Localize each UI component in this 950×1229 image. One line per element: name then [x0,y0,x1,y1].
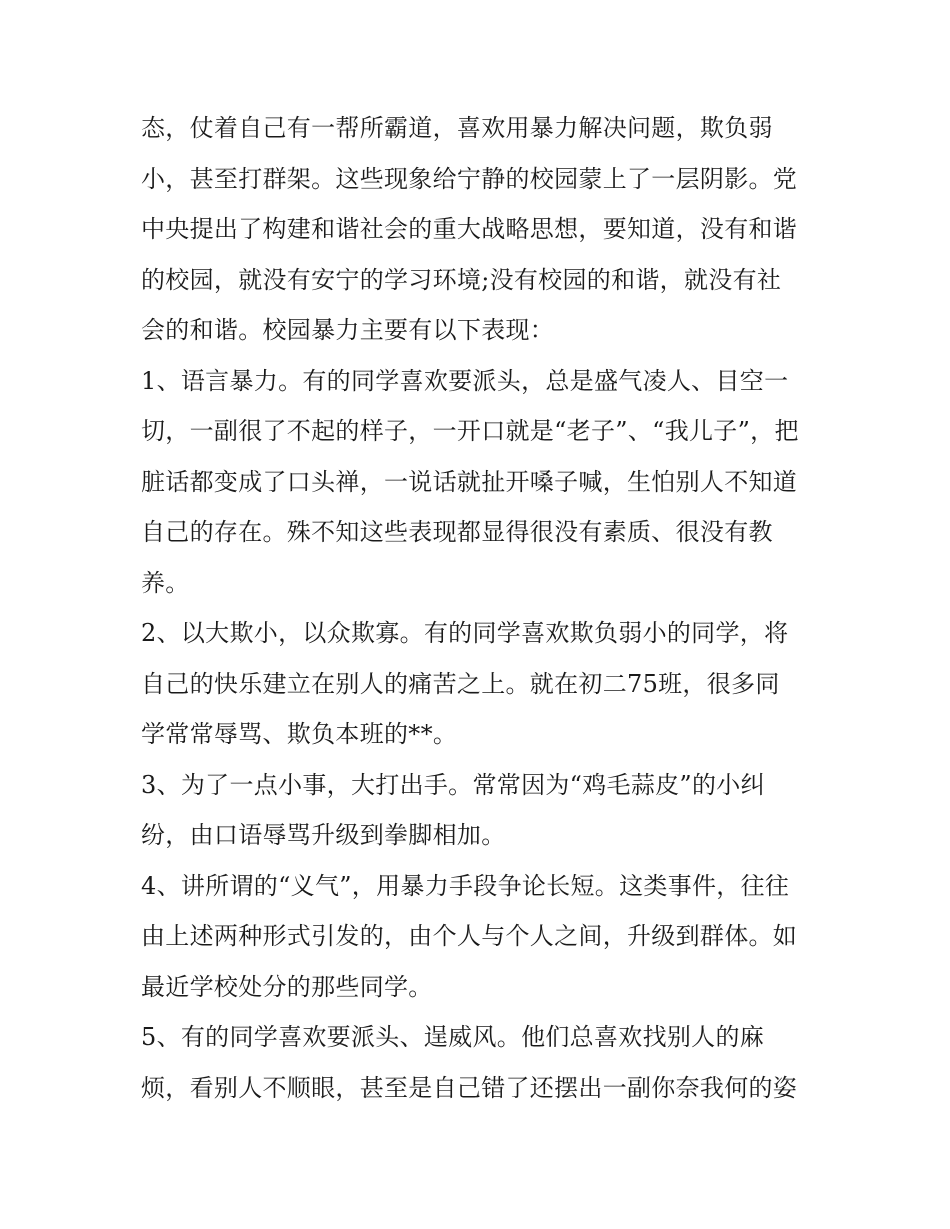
body-text [141,103,821,1113]
text-line: 中央提出了构建和谐社会的重大战略思想，要知道，没有和谐 [141,215,798,243]
text-line: 纷，由口语辱骂升级到拳脚相加。 [141,821,506,849]
text-line: 切，一副很了不起的样子，一开口就是“老子”、“我儿子”，把 [141,417,799,445]
text-line: 学常常辱骂、欺负本班的**。 [141,720,458,748]
text-line: 的校园，就没有安宁的学习环境;没有校园的和谐，就没有社 [141,265,782,294]
list-item-3-line: 3、为了一点小事，大打出手。常常因为“鸡毛蒜皮”的小纠 [141,770,765,799]
text-line: 态，仗着自己有一帮所霸道，喜欢用暴力解决问题，欺负弱 [141,114,773,142]
text-line: 小，甚至打群架。这些现象给宁静的校园蒙上了一层阴影。党 [141,164,798,193]
text-line: 最近学校处分的那些同学。 [141,972,433,1001]
text-line: 由上述两种形式引发的，由个人与个人之间，升级到群体。如 [141,922,798,950]
text-line: 自己的快乐建立在别人的痛苦之上。就在初二75班，很多同 [141,669,780,698]
list-item-1-line: 1、语言暴力。有的同学喜欢要派头，总是盛气凌人、目空一 [141,366,789,395]
list-item-4-line: 4、讲所谓的“义气”，用暴力手段争论长短。这类事件，往往 [141,871,790,900]
list-item-2-line: 2、以大欺小，以众欺寡。有的同学喜欢欺负弱小的同学，将 [141,619,789,647]
text-line: 烦，看别人不顺眼，甚至是自己错了还摆出一副你奈我何的姿 [141,1073,798,1102]
text-line: 会的和谐。校园暴力主要有以下表现： [141,316,555,344]
list-item-5-line: 5、有的同学喜欢要派头、逞威风。他们总喜欢找别人的麻 [141,1023,765,1051]
text-line: 脏话都变成了口头禅，一说话就扯开嗓子喊，生怕别人不知道 [141,467,798,496]
text-line: 养。 [141,568,190,597]
text-line: 自己的存在。殊不知这些表现都显得很没有素质、很没有教 [141,518,773,546]
